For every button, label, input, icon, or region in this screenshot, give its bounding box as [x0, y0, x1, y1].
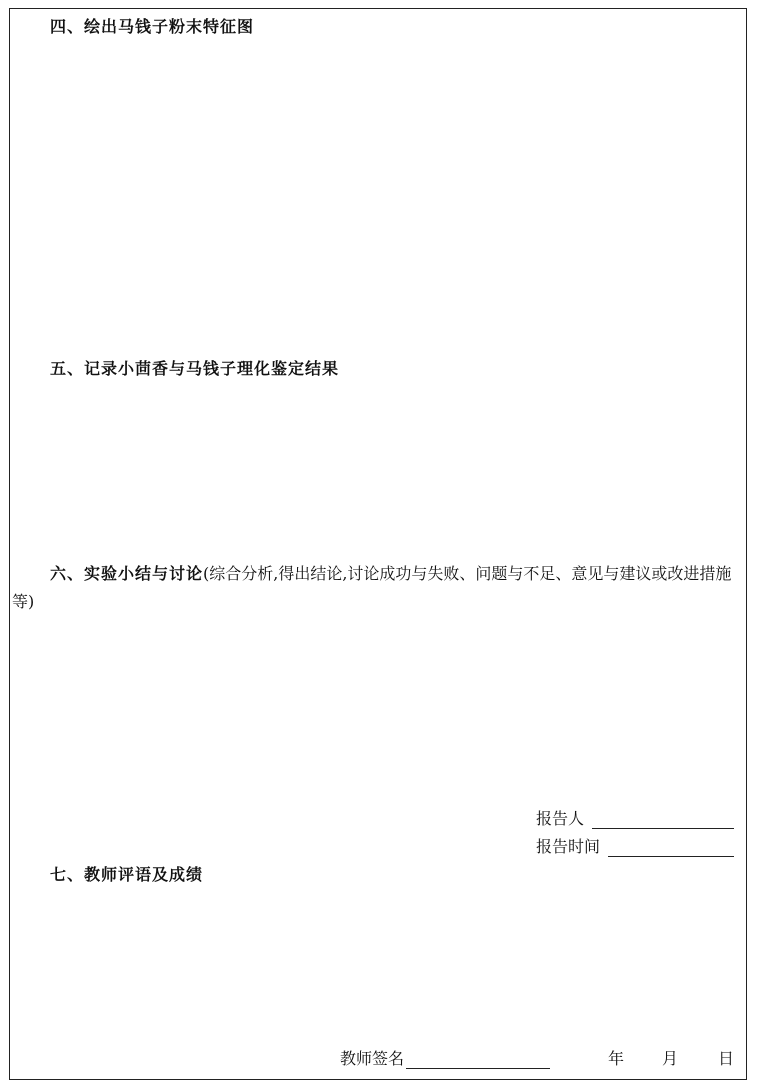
section-6-heading: 六、实验小结与讨论: [50, 564, 204, 583]
report-time-blank-line[interactable]: [608, 842, 734, 857]
date-day-label: 日: [718, 1049, 735, 1068]
teacher-signature-row: [340, 1046, 734, 1069]
section-6-instructions: (综合分析,得出结论,讨论成功与失败、问题与不足、意见与建议或改进措施等): [12, 564, 732, 611]
section-7-heading: 七、教师评语及成绩: [50, 865, 204, 884]
reporter-blank-line[interactable]: [592, 814, 734, 829]
report-time-label: 报告时间: [536, 837, 601, 856]
teacher-sign-label: 教师签名: [340, 1049, 405, 1068]
section-4-heading: 四、绘出马钱子粉末特征图: [50, 17, 255, 36]
reporter-label: 报告人: [536, 809, 585, 828]
reporter-row: [536, 806, 734, 829]
section-5-heading: 五、记录小茴香与马钱子理化鉴定结果: [50, 359, 340, 378]
page-frame: [9, 8, 747, 1080]
report-time-row: [536, 834, 734, 857]
section-6-paragraph: [12, 560, 744, 616]
date-month-label: 月: [662, 1049, 679, 1068]
teacher-sign-blank-line[interactable]: [406, 1054, 550, 1069]
date-year-label: 年: [608, 1049, 625, 1068]
